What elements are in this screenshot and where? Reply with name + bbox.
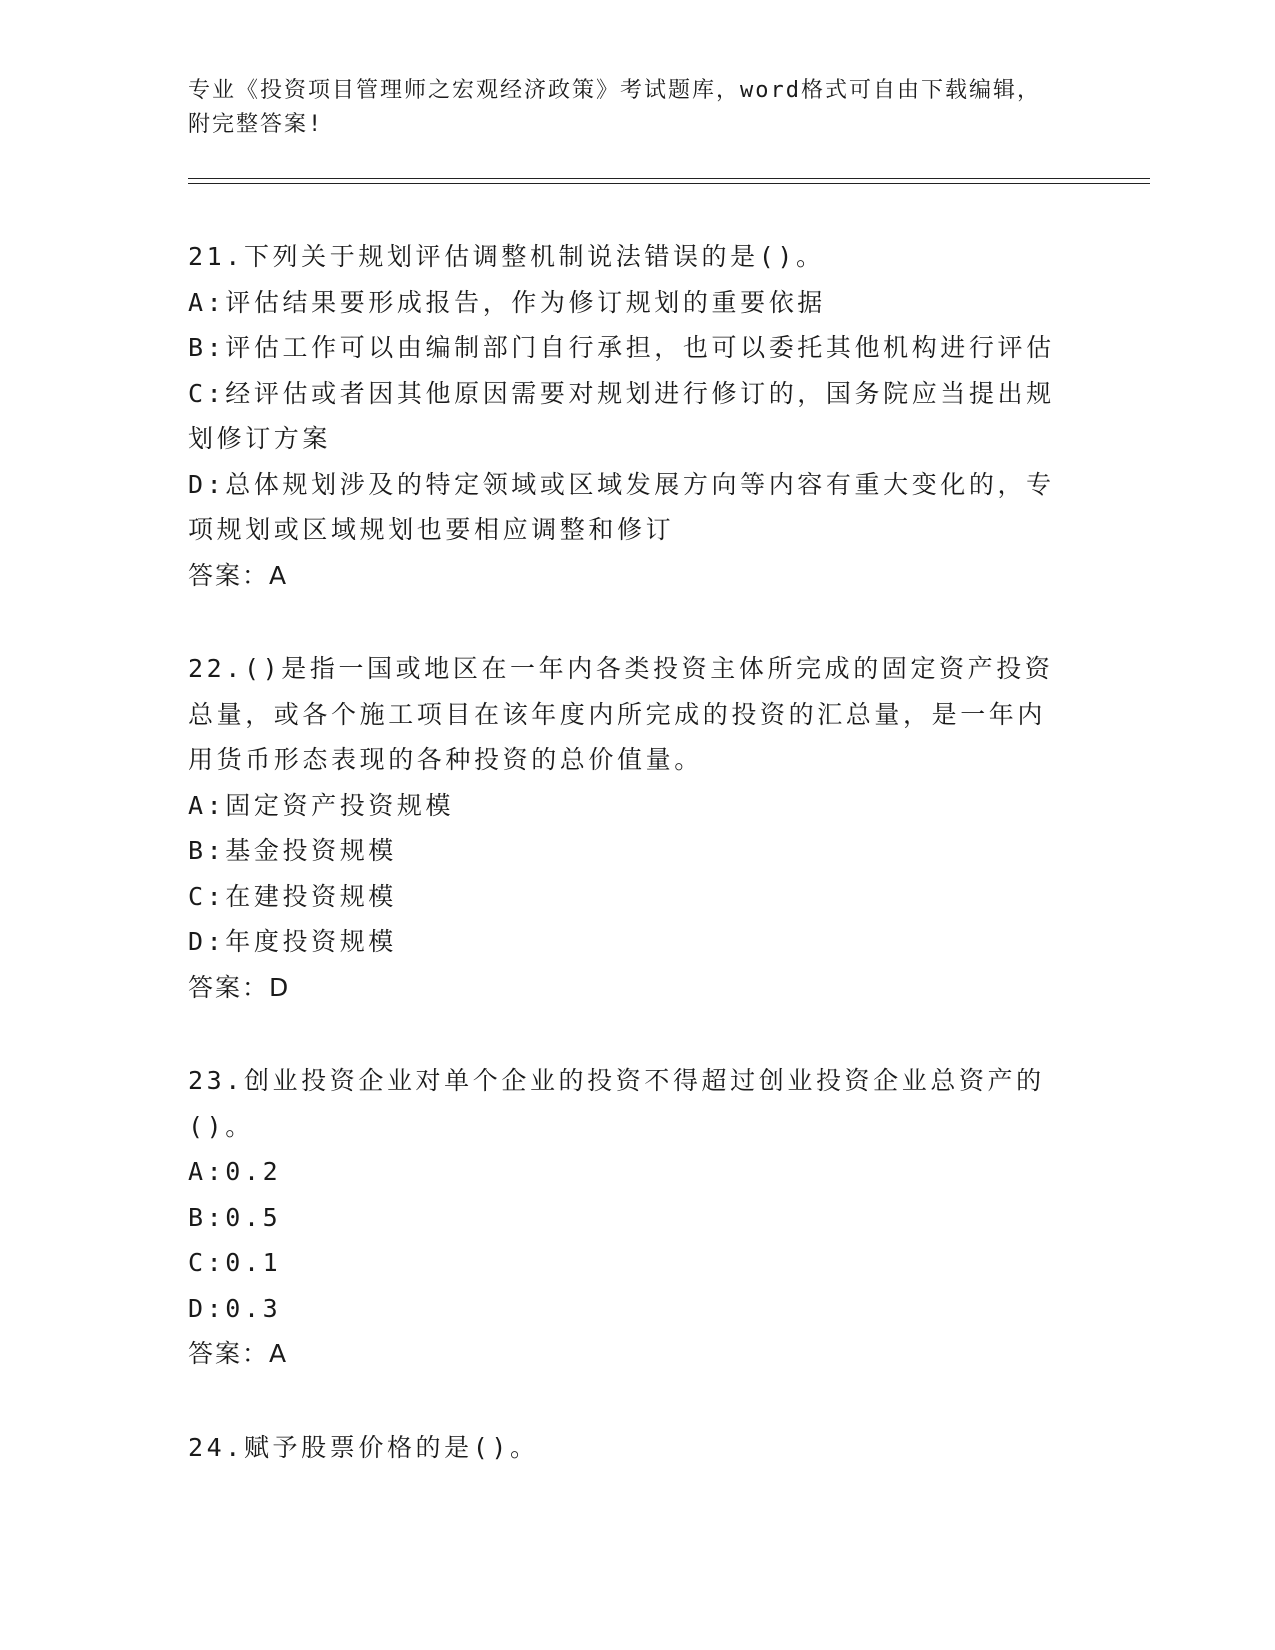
option-b: B:评估工作可以由编制部门自行承担，也可以委托其他机构进行评估 <box>188 333 1055 362</box>
question-stem: 22.()是指一国或地区在一年内各类投资主体所完成的固定资产投资总量，或各个施工项目在该年度内所完成的投资的汇总量，是一年内用货币形态表现的各种投资的总价值量。 <box>188 654 1054 774</box>
option-c: C:经评估或者因其他原因需要对规划进行修订的，国务院应当提出规划修订方案 <box>188 378 1055 453</box>
question-list <box>188 234 1068 1518</box>
header-divider-bottom <box>188 183 1150 184</box>
answer: 答案：A <box>188 560 289 590</box>
question-stem: 24.赋予股票价格的是()。 <box>188 1432 539 1462</box>
answer: 答案：D <box>188 972 291 1002</box>
option-c: C:0.1 <box>188 1248 282 1277</box>
question-22 <box>188 646 1068 1010</box>
header-note <box>188 74 1068 142</box>
option-d: D:总体规划涉及的特定领域或区域发展方向等内容有重大变化的，专项规划或区域规划也要相应调整和修订 <box>188 469 1055 544</box>
question-23 <box>188 1058 1068 1377</box>
option-c: C:在建投资规模 <box>188 881 397 911</box>
option-b: B:0.5 <box>188 1202 282 1232</box>
answer: 答案：A <box>188 1339 289 1368</box>
option-a: A:固定资产投资规模 <box>188 790 455 820</box>
option-a: A:0.2 <box>188 1157 282 1186</box>
option-d: D:0.3 <box>188 1293 282 1323</box>
option-d: D:年度投资规模 <box>188 927 397 956</box>
header-divider-top <box>188 178 1150 179</box>
option-b: B:基金投资规模 <box>188 836 397 865</box>
header-note-line-2: 附完整答案! <box>188 112 324 137</box>
question-21 <box>188 234 1068 598</box>
header-note-line-1: 专业《投资项目管理师之宏观经济政策》考试题库，word格式可自由下载编辑， <box>188 78 1041 103</box>
question-24 <box>188 1425 1068 1471</box>
option-a: A:评估结果要形成报告，作为修订规划的重要依据 <box>188 287 826 317</box>
question-stem: 21.下列关于规划评估调整机制说法错误的是()。 <box>188 242 825 271</box>
question-stem: 23.创业投资企业对单个企业的投资不得超过创业投资企业总资产的()。 <box>188 1066 1045 1141</box>
